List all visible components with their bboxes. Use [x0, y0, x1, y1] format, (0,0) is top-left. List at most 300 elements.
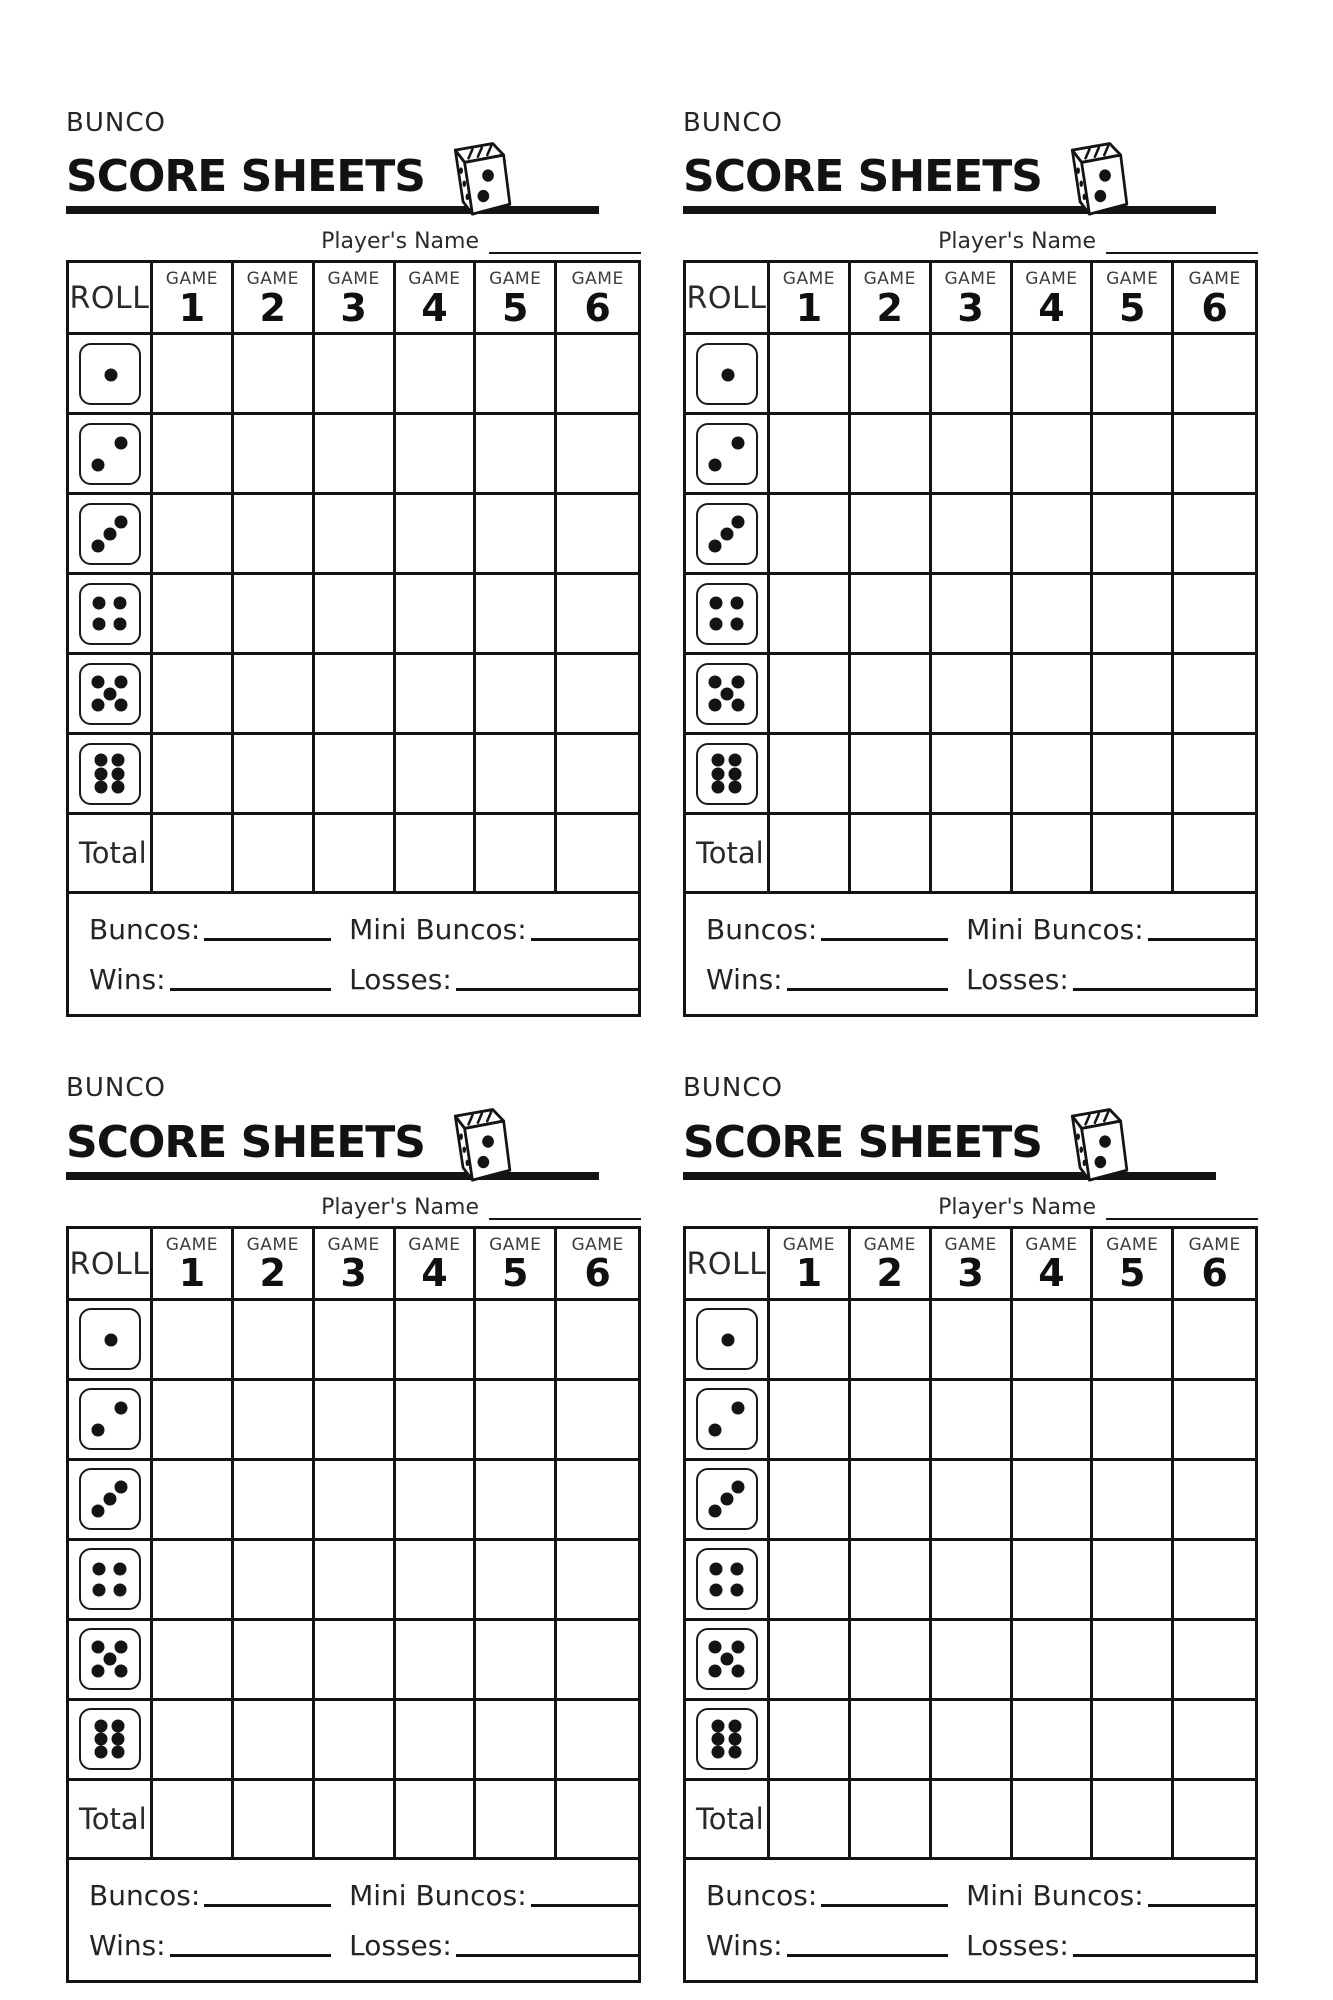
player-name-row [683, 226, 1258, 254]
pip [732, 1480, 745, 1493]
score-cell[interactable] [851, 1701, 932, 1781]
score-cell[interactable] [557, 335, 638, 415]
score-cell[interactable] [153, 1461, 234, 1541]
mini-buncos-field[interactable] [531, 938, 639, 941]
score-cell[interactable] [1013, 335, 1094, 415]
roll-row-die-2 [686, 415, 770, 495]
player-name-field[interactable] [489, 1192, 641, 1220]
title-underline [683, 206, 1216, 214]
score-cell[interactable] [557, 1701, 638, 1781]
score-cell[interactable] [396, 575, 477, 655]
score-cell[interactable] [1093, 1301, 1174, 1381]
game-number: 4 [1038, 286, 1065, 331]
game-label: GAME [489, 269, 542, 290]
total-score-cell[interactable] [770, 1781, 851, 1857]
tally-box [683, 1857, 1258, 1983]
losses-field[interactable] [456, 1954, 639, 1957]
score-cell[interactable] [851, 1621, 932, 1701]
brand-label: BUNCO [683, 1073, 783, 1104]
game-2-header [851, 1229, 932, 1301]
player-name-label: Player's Name [321, 229, 479, 255]
score-cell[interactable] [1093, 1541, 1174, 1621]
score-cell[interactable] [234, 1621, 315, 1701]
score-cell[interactable] [1093, 1621, 1174, 1701]
score-table [66, 1226, 641, 1860]
roll-row-die-3 [69, 1461, 153, 1541]
score-cell[interactable] [1093, 415, 1174, 495]
score-cell[interactable] [476, 335, 557, 415]
title-row [683, 1103, 1258, 1168]
total-score-cell[interactable] [234, 1781, 315, 1857]
score-cell[interactable] [557, 1301, 638, 1381]
score-cell[interactable] [153, 335, 234, 415]
score-cell[interactable] [396, 1381, 477, 1461]
total-score-cell[interactable] [476, 815, 557, 891]
score-cell[interactable] [153, 735, 234, 815]
score-cell[interactable] [234, 655, 315, 735]
score-cell[interactable] [315, 735, 396, 815]
score-cell[interactable] [1093, 335, 1174, 415]
die-face-2-icon [696, 423, 758, 485]
score-cell[interactable] [557, 1541, 638, 1621]
total-score-cell[interactable] [1093, 1781, 1174, 1857]
buncos-field[interactable] [204, 1904, 331, 1907]
score-cell[interactable] [770, 1381, 851, 1461]
score-cell[interactable] [932, 575, 1013, 655]
score-cell[interactable] [932, 415, 1013, 495]
score-cell[interactable] [932, 1301, 1013, 1381]
total-score-cell[interactable] [1013, 1781, 1094, 1857]
score-cell[interactable] [396, 495, 477, 575]
score-cell[interactable] [557, 495, 638, 575]
wins-label: Wins: [706, 1928, 783, 1962]
pip [729, 754, 742, 767]
wins-field[interactable] [170, 1954, 331, 1957]
game-label: GAME [246, 269, 299, 290]
pip [708, 539, 721, 552]
total-score-cell[interactable] [851, 815, 932, 891]
total-score-cell[interactable] [315, 815, 396, 891]
score-cell[interactable] [396, 735, 477, 815]
pip [729, 1733, 742, 1746]
game-number: 5 [1119, 286, 1146, 331]
total-score-cell[interactable] [396, 1781, 477, 1857]
score-cell[interactable] [315, 575, 396, 655]
score-cell[interactable] [476, 1381, 557, 1461]
score-cell[interactable] [476, 1701, 557, 1781]
score-cell[interactable] [153, 655, 234, 735]
pip [732, 676, 745, 689]
buncos-row [706, 1870, 1241, 1912]
total-score-cell[interactable] [315, 1781, 396, 1857]
score-cell[interactable] [315, 415, 396, 495]
score-cell[interactable] [315, 1701, 396, 1781]
game-number: 3 [957, 1251, 984, 1296]
score-cell[interactable] [851, 1541, 932, 1621]
total-score-cell[interactable] [396, 815, 477, 891]
score-cell[interactable] [315, 495, 396, 575]
score-cell[interactable] [851, 1381, 932, 1461]
score-cell[interactable] [1174, 1461, 1255, 1541]
game-label: GAME [1106, 269, 1159, 290]
score-cell[interactable] [1013, 1621, 1094, 1701]
total-label: Total [69, 815, 153, 891]
pip [709, 1424, 722, 1437]
roll-row-die-3 [686, 495, 770, 575]
total-score-cell[interactable] [1013, 815, 1094, 891]
game-number: 4 [421, 286, 448, 331]
score-cell[interactable] [1013, 1461, 1094, 1541]
score-cell[interactable] [1174, 415, 1255, 495]
game-number: 2 [259, 286, 286, 331]
game-number: 6 [584, 286, 611, 331]
total-score-cell[interactable] [932, 1781, 1013, 1857]
score-cell[interactable] [234, 1541, 315, 1621]
pip [708, 1505, 721, 1518]
losses-field[interactable] [1073, 1954, 1256, 1957]
total-score-cell[interactable] [770, 815, 851, 891]
score-cell[interactable] [557, 1461, 638, 1541]
losses-label: Losses: [349, 963, 452, 997]
score-cell[interactable] [153, 1541, 234, 1621]
pip [732, 1641, 745, 1654]
score-cell[interactable] [234, 415, 315, 495]
score-cell[interactable] [234, 335, 315, 415]
score-cell[interactable] [153, 1381, 234, 1461]
brand-label: BUNCO [66, 1073, 166, 1104]
score-table [66, 260, 641, 894]
pip [114, 1402, 127, 1415]
score-cell[interactable] [851, 1461, 932, 1541]
score-cell[interactable] [315, 335, 396, 415]
roll-header: ROLL [69, 1229, 153, 1301]
pip [711, 1746, 724, 1759]
roll-row-die-4 [69, 1541, 153, 1621]
pip [721, 368, 734, 381]
pip [711, 781, 724, 794]
score-cell[interactable] [932, 1381, 1013, 1461]
bunco-score-sheet [683, 110, 1258, 1017]
score-cell[interactable] [932, 1621, 1013, 1701]
score-cell[interactable] [770, 1541, 851, 1621]
total-score-cell[interactable] [851, 1781, 932, 1857]
die-face-2-icon [79, 1388, 141, 1450]
game-number: 5 [502, 286, 529, 331]
score-cell[interactable] [1093, 1461, 1174, 1541]
pip [94, 781, 107, 794]
score-cell[interactable] [396, 1701, 477, 1781]
total-label: Total [686, 815, 770, 891]
total-score-cell[interactable] [557, 815, 638, 891]
pip [93, 1562, 106, 1575]
die-face-3-icon [696, 503, 758, 565]
buncos-label: Buncos: [706, 913, 818, 947]
game-5-header [1093, 1229, 1174, 1301]
die-face-5-icon [696, 1628, 758, 1690]
score-cell[interactable] [1093, 1381, 1174, 1461]
mini-buncos-field[interactable] [1148, 1904, 1256, 1907]
score-cell[interactable] [770, 1461, 851, 1541]
score-cell[interactable] [315, 655, 396, 735]
wins-label: Wins: [89, 963, 166, 997]
title-row [66, 137, 641, 203]
score-cell[interactable] [932, 1541, 1013, 1621]
score-cell[interactable] [770, 335, 851, 415]
total-score-cell[interactable] [153, 1781, 234, 1857]
total-score-cell[interactable] [1174, 815, 1255, 891]
total-score-cell[interactable] [1093, 815, 1174, 891]
game-number: 6 [584, 1251, 611, 1296]
game-label: GAME [1188, 1234, 1241, 1255]
total-score-cell[interactable] [476, 1781, 557, 1857]
score-cell[interactable] [234, 1701, 315, 1781]
pip [731, 1402, 744, 1415]
score-cell[interactable] [851, 415, 932, 495]
score-cell[interactable] [234, 1301, 315, 1381]
game-1-header [770, 263, 851, 335]
score-cell[interactable] [315, 1301, 396, 1381]
player-name-field[interactable] [1106, 1192, 1258, 1220]
score-cell[interactable] [234, 735, 315, 815]
pip [94, 1719, 107, 1732]
player-name-label: Player's Name [321, 1194, 479, 1220]
pip [720, 687, 733, 700]
pip [729, 781, 742, 794]
brand-label: BUNCO [66, 108, 166, 138]
score-cell[interactable] [315, 1381, 396, 1461]
score-cell[interactable] [396, 1301, 477, 1381]
game-number: 2 [876, 286, 903, 331]
score-cell[interactable] [476, 735, 557, 815]
score-cell[interactable] [1174, 335, 1255, 415]
game-6-header [1174, 263, 1255, 335]
score-cell[interactable] [932, 1461, 1013, 1541]
score-cell[interactable] [1093, 575, 1174, 655]
score-cell[interactable] [851, 575, 932, 655]
score-cell[interactable] [1174, 1701, 1255, 1781]
score-cell[interactable] [1174, 1621, 1255, 1701]
pip [710, 1583, 723, 1596]
buncos-row [89, 1870, 624, 1912]
pip [91, 699, 104, 712]
total-score-cell[interactable] [234, 815, 315, 891]
score-cell[interactable] [396, 655, 477, 735]
game-4-header [1013, 1229, 1094, 1301]
total-score-cell[interactable] [557, 1781, 638, 1857]
score-cell[interactable] [476, 1461, 557, 1541]
mini-buncos-label: Mini Buncos: [349, 1878, 527, 1912]
score-cell[interactable] [851, 735, 932, 815]
total-score-cell[interactable] [932, 815, 1013, 891]
score-cell[interactable] [1013, 1381, 1094, 1461]
score-cell[interactable] [153, 495, 234, 575]
score-cell[interactable] [851, 495, 932, 575]
game-1-header [153, 263, 234, 335]
score-cell[interactable] [234, 1461, 315, 1541]
buncos-label: Buncos: [89, 913, 201, 947]
buncos-field[interactable] [821, 1904, 948, 1907]
roll-header: ROLL [686, 263, 770, 335]
mini-buncos-field[interactable] [1148, 938, 1256, 941]
total-score-cell[interactable] [1174, 1781, 1255, 1857]
player-name-field[interactable] [489, 226, 641, 254]
score-cell[interactable] [1174, 495, 1255, 575]
pip [711, 767, 724, 780]
wins-field[interactable] [787, 988, 948, 991]
score-cell[interactable] [396, 1461, 477, 1541]
pip [721, 1334, 734, 1347]
score-cell[interactable] [476, 655, 557, 735]
score-cell[interactable] [234, 1381, 315, 1461]
score-cell[interactable] [1013, 575, 1094, 655]
score-cell[interactable] [1174, 1541, 1255, 1621]
mini-buncos-field[interactable] [531, 1904, 639, 1907]
score-cell[interactable] [315, 1621, 396, 1701]
score-cell[interactable] [476, 1301, 557, 1381]
score-cell[interactable] [1093, 735, 1174, 815]
roll-row-die-5 [686, 655, 770, 735]
score-cell[interactable] [770, 735, 851, 815]
score-cell[interactable] [396, 415, 477, 495]
score-cell[interactable] [932, 735, 1013, 815]
losses-field[interactable] [1073, 988, 1256, 991]
score-cell[interactable] [1174, 1301, 1255, 1381]
pip [91, 676, 104, 689]
pip [711, 1719, 724, 1732]
die-face-1-icon [696, 1308, 758, 1370]
score-cell[interactable] [396, 1541, 477, 1621]
title-row [66, 1103, 641, 1168]
score-cell[interactable] [1093, 655, 1174, 735]
score-cell[interactable] [1013, 1301, 1094, 1381]
buncos-field[interactable] [204, 938, 331, 941]
score-cell[interactable] [1013, 415, 1094, 495]
game-label: GAME [327, 1234, 380, 1255]
score-cell[interactable] [557, 575, 638, 655]
score-cell[interactable] [932, 1701, 1013, 1781]
buncos-field[interactable] [821, 938, 948, 941]
score-cell[interactable] [1013, 1541, 1094, 1621]
score-cell[interactable] [557, 1621, 638, 1701]
pip [115, 1664, 128, 1677]
roll-row-die-1 [69, 335, 153, 415]
score-cell[interactable] [476, 575, 557, 655]
game-5-header [476, 263, 557, 335]
roll-row-die-5 [69, 1621, 153, 1701]
score-cell[interactable] [396, 335, 477, 415]
player-name-field[interactable] [1106, 226, 1258, 254]
pip [708, 1664, 721, 1677]
score-cell[interactable] [234, 495, 315, 575]
score-cell[interactable] [396, 1621, 477, 1701]
die-face-4-icon [696, 1548, 758, 1610]
wins-field[interactable] [170, 988, 331, 991]
losses-label: Losses: [966, 1928, 1069, 1962]
wins-label: Wins: [89, 1928, 166, 1962]
game-6-header [557, 1229, 638, 1301]
game-number: 6 [1201, 1251, 1228, 1296]
buncos-label: Buncos: [706, 1878, 818, 1912]
score-cell[interactable] [770, 575, 851, 655]
score-cell[interactable] [476, 1621, 557, 1701]
sheet-title: SCORE SHEETS [66, 1116, 425, 1168]
score-cell[interactable] [1174, 735, 1255, 815]
score-cell[interactable] [851, 655, 932, 735]
score-cell[interactable] [932, 335, 1013, 415]
score-cell[interactable] [153, 575, 234, 655]
score-cell[interactable] [557, 1381, 638, 1461]
score-cell[interactable] [315, 1461, 396, 1541]
score-cell[interactable] [1013, 735, 1094, 815]
wins-field[interactable] [787, 1954, 948, 1957]
score-cell[interactable] [851, 335, 932, 415]
pip [730, 597, 743, 610]
game-number: 4 [1038, 1251, 1065, 1296]
score-cell[interactable] [770, 1301, 851, 1381]
score-cell[interactable] [476, 495, 557, 575]
score-cell[interactable] [476, 1541, 557, 1621]
score-cell[interactable] [932, 495, 1013, 575]
score-cell[interactable] [153, 1301, 234, 1381]
score-cell[interactable] [770, 655, 851, 735]
score-cell[interactable] [770, 495, 851, 575]
buncos-row [706, 904, 1241, 946]
score-cell[interactable] [557, 655, 638, 735]
score-cell[interactable] [932, 655, 1013, 735]
score-cell[interactable] [234, 575, 315, 655]
player-name-row [66, 1192, 641, 1220]
total-score-cell[interactable] [153, 815, 234, 891]
3d-die-icon [1052, 1103, 1130, 1185]
pip [112, 1746, 125, 1759]
title-underline [683, 1172, 1216, 1180]
score-cell[interactable] [1174, 1381, 1255, 1461]
score-cell[interactable] [770, 1621, 851, 1701]
score-cell[interactable] [1174, 575, 1255, 655]
score-cell[interactable] [1013, 655, 1094, 735]
pip [115, 1480, 128, 1493]
pip [91, 1664, 104, 1677]
score-cell[interactable] [851, 1301, 932, 1381]
game-label: GAME [782, 269, 836, 290]
losses-field[interactable] [456, 988, 639, 991]
score-cell[interactable] [770, 415, 851, 495]
roll-row-die-6 [686, 1701, 770, 1781]
score-cell[interactable] [770, 1701, 851, 1781]
game-number: 5 [1119, 1251, 1146, 1296]
score-cell[interactable] [1174, 655, 1255, 735]
score-cell[interactable] [1013, 1701, 1094, 1781]
pip [729, 1746, 742, 1759]
pip [708, 676, 721, 689]
mini-buncos-label: Mini Buncos: [966, 1878, 1144, 1912]
score-cell[interactable] [1013, 495, 1094, 575]
die-face-5-icon [696, 663, 758, 725]
pip [720, 1653, 733, 1666]
score-cell[interactable] [315, 1541, 396, 1621]
die-face-3-icon [696, 1468, 758, 1530]
score-cell[interactable] [557, 735, 638, 815]
score-cell[interactable] [153, 1621, 234, 1701]
score-cell[interactable] [153, 415, 234, 495]
score-cell[interactable] [1093, 1701, 1174, 1781]
game-number: 1 [178, 1251, 206, 1296]
score-cell[interactable] [557, 415, 638, 495]
score-cell[interactable] [153, 1701, 234, 1781]
game-number: 3 [340, 286, 367, 331]
score-cell[interactable] [1093, 495, 1174, 575]
score-cell[interactable] [476, 415, 557, 495]
